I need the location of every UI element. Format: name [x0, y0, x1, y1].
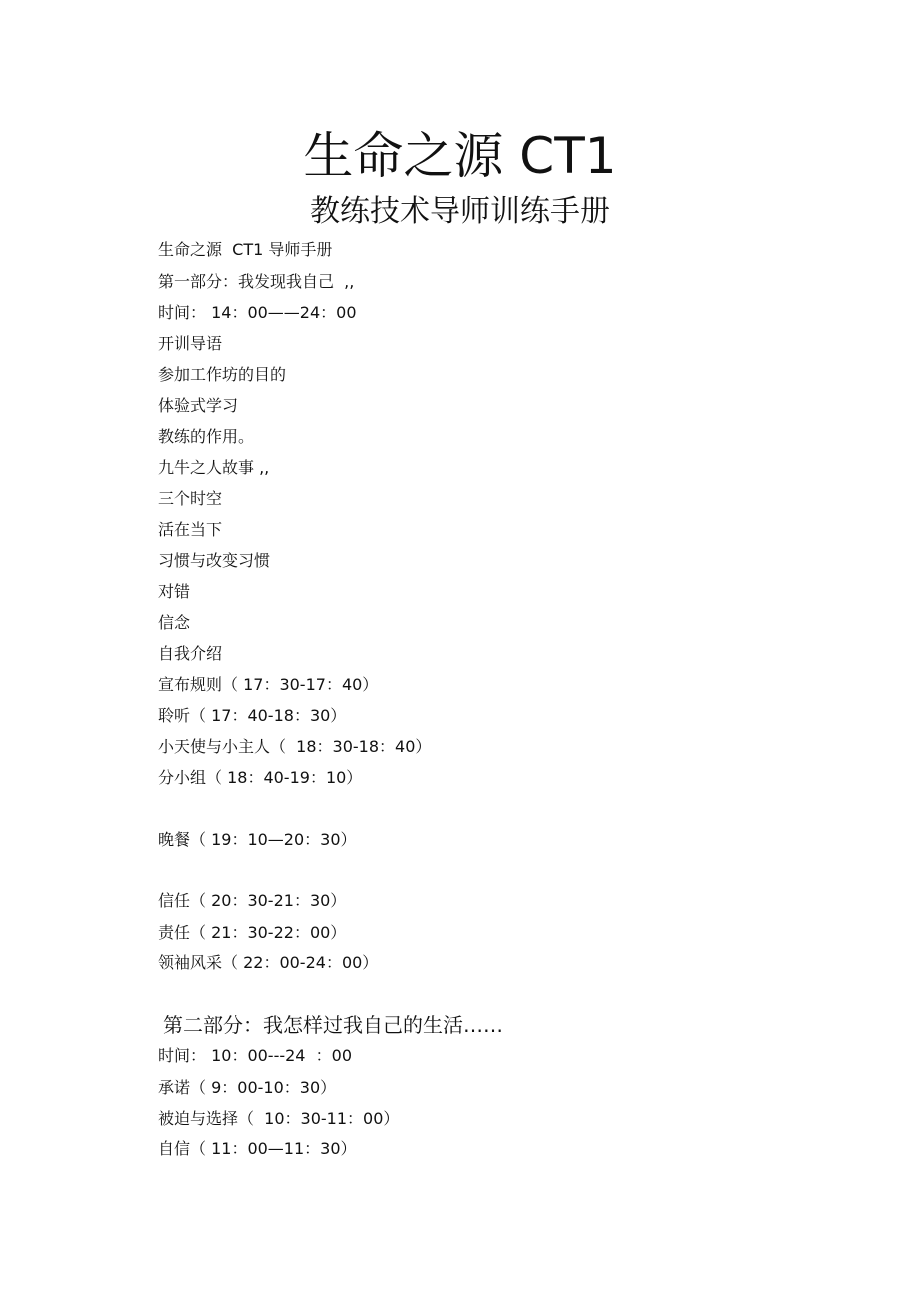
document-title: 生命之源 CT1 — [303, 127, 617, 185]
schedule-line: 分小组（ 18：40-19：10） — [158, 768, 363, 787]
text-line: 信念 — [158, 613, 191, 632]
schedule-line: 聆听（ 17：40-18：30） — [158, 706, 347, 725]
schedule-line: 承诺（ 9：00-10：30） — [158, 1078, 337, 1097]
schedule-line: 被迫与选择（ 10：30-11：00） — [158, 1109, 400, 1128]
document-subtitle: 教练技术导师训练手册 — [310, 194, 610, 229]
schedule-line: 晚餐（ 19：10—20：30） — [158, 830, 357, 849]
schedule-line: 责任（ 21：30-22：00） — [158, 923, 347, 942]
schedule-line: 自信（ 11：00—11：30） — [158, 1139, 357, 1158]
text-line: 时间： 10：00---24 ：00 — [158, 1046, 353, 1065]
part1-heading: 第一部分：我发现我自己 ,, — [158, 272, 355, 291]
text-line: 对错 — [158, 582, 191, 601]
text-line: 生命之源 CT1 导师手册 — [158, 240, 333, 259]
text-line: 教练的作用。 — [158, 427, 255, 446]
text-line: 习惯与改变习惯 — [158, 551, 271, 570]
text-line: 开训导语 — [158, 334, 223, 353]
schedule-line: 小天使与小主人（ 18：30-18：40） — [158, 737, 432, 756]
text-line: 九牛之人故事 ,, — [158, 458, 270, 477]
text-line: 时间： 14：00——24：00 — [158, 303, 357, 322]
text-line: 自我介绍 — [158, 644, 223, 663]
text-line: 活在当下 — [158, 520, 223, 539]
part2-heading: 第二部分：我怎样过我自己的生活…… — [163, 1013, 503, 1037]
text-line: 三个时空 — [158, 489, 223, 508]
schedule-line: 宣布规则（ 17：30-17：40） — [158, 675, 379, 694]
schedule-line: 领袖风采（ 22：00-24：00） — [158, 953, 379, 972]
text-line: 参加工作坊的目的 — [158, 365, 287, 384]
text-line: 体验式学习 — [158, 396, 239, 415]
schedule-line: 信任（ 20：30-21：30） — [158, 891, 347, 910]
